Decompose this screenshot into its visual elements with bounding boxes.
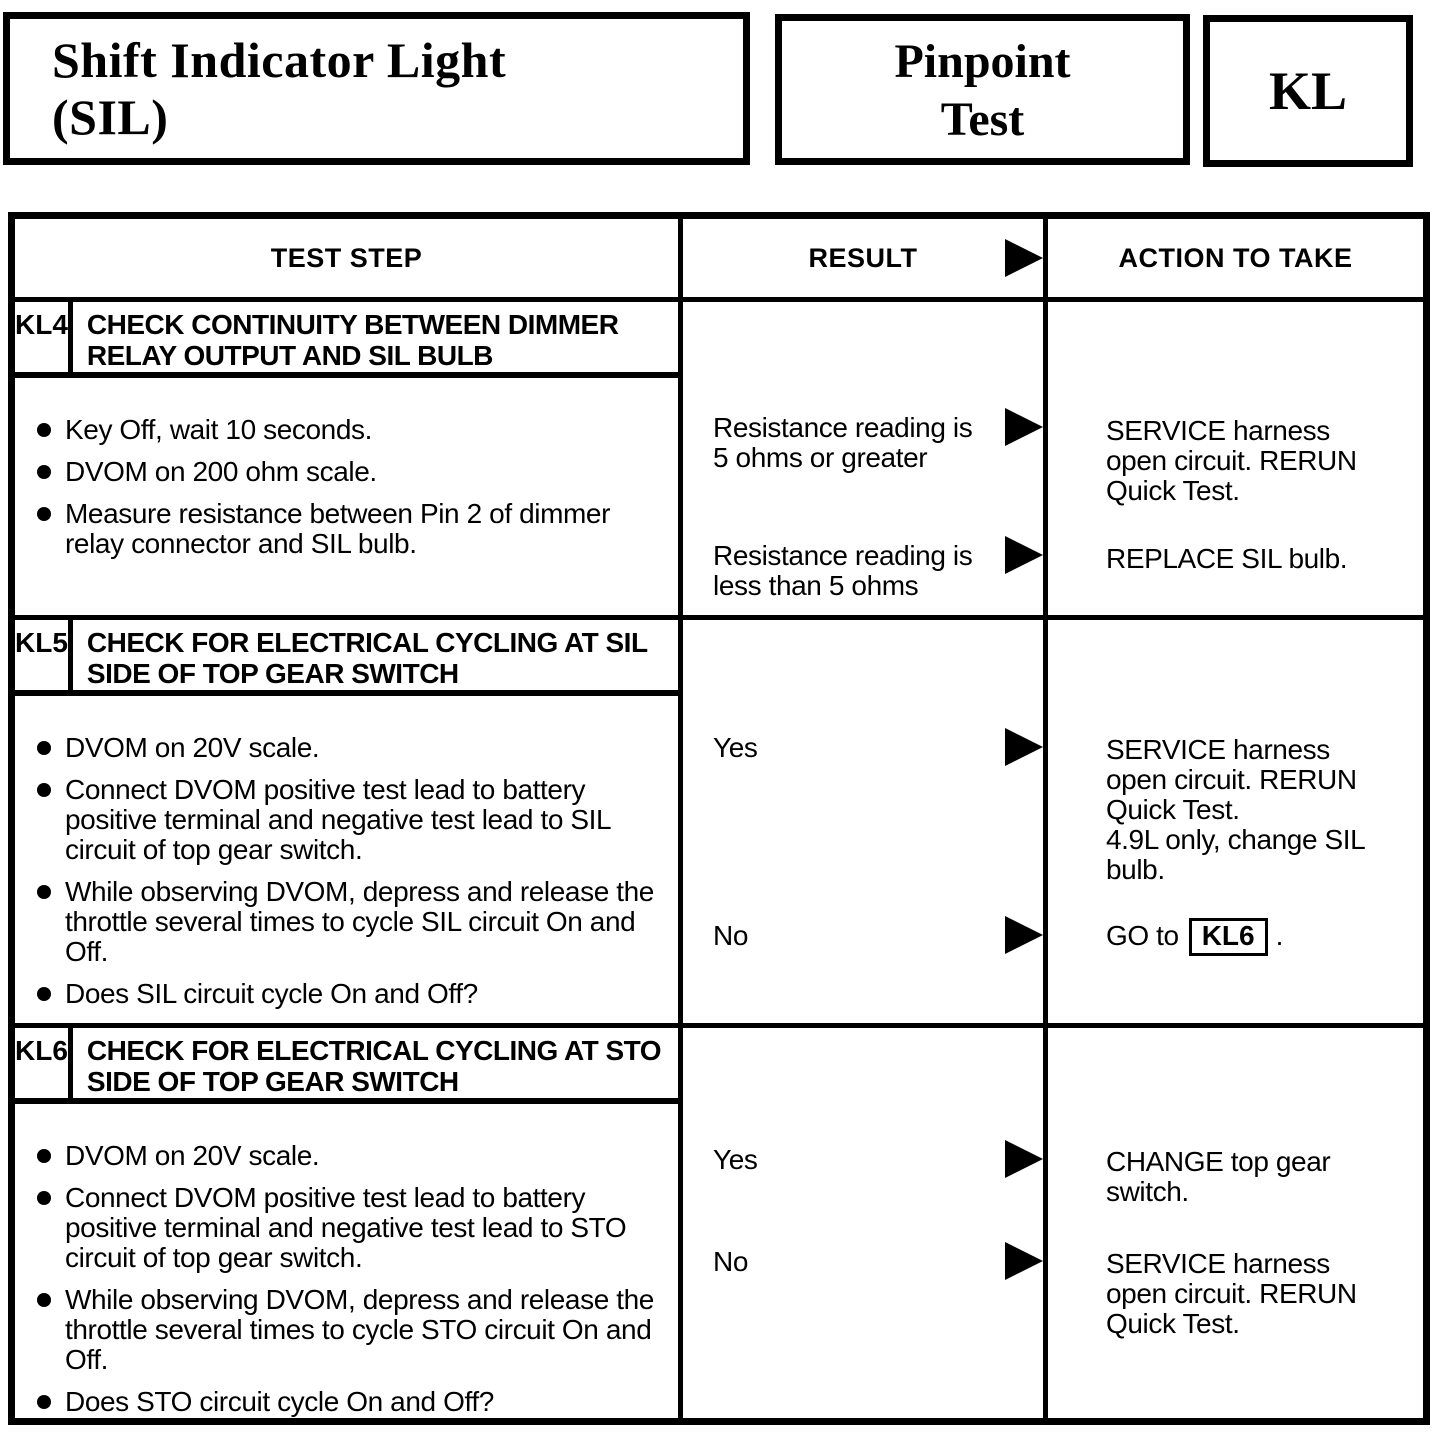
action-entry	[1048, 735, 1423, 885]
result-entry	[683, 413, 1043, 473]
result-text: No	[713, 1246, 748, 1277]
step-item: DVOM on 20V scale.	[15, 1141, 678, 1171]
result-arrow-icon	[1005, 536, 1043, 574]
pinpoint-label-line-2: Test	[940, 93, 1025, 146]
test-step-cell-kl5	[15, 620, 683, 1023]
step-list	[15, 415, 678, 559]
section-kl5	[15, 620, 1423, 1028]
pinpoint-test-table	[8, 212, 1430, 1425]
step-title-bar	[15, 302, 678, 378]
action-entry	[1048, 1147, 1423, 1207]
section-kl6	[15, 1028, 1423, 1418]
result-entry	[683, 1145, 1043, 1175]
result-arrow-icon	[1005, 1140, 1043, 1178]
result-text: Yes	[713, 732, 758, 763]
test-code-label: KL	[1268, 61, 1348, 121]
result-arrow-icon	[1005, 408, 1043, 446]
action-text: .	[1275, 920, 1283, 951]
result-cell-kl5	[683, 620, 1048, 1023]
step-item: Does STO circuit cycle On and Off?	[15, 1387, 678, 1417]
step-list	[15, 1141, 678, 1417]
step-title-bar	[15, 1028, 678, 1104]
action-text: CHANGE top gear switch.	[1106, 1146, 1331, 1207]
action-cell-kl6	[1048, 1028, 1423, 1418]
action-text: GO to	[1106, 920, 1179, 951]
step-item: DVOM on 200 ohm scale.	[15, 457, 678, 487]
pinpoint-label-line-1: Pinpoint	[894, 35, 1071, 88]
page-title-line-1: Shift Indicator Light	[52, 32, 507, 88]
step-title: CHECK CONTINUITY BETWEEN DIMMER RELAY OUTPUT AND SIL BULB	[86, 309, 619, 371]
result-cell-kl4	[683, 302, 1048, 615]
column-header-result	[683, 219, 1048, 297]
section-kl4	[15, 302, 1423, 620]
action-text: SERVICE harness open circuit. RERUN Quick Test.	[1106, 415, 1357, 506]
test-step-cell-kl4	[15, 302, 683, 615]
step-item: While observing DVOM, depress and release the throttle several times to cycle SIL circuit On and Off.	[15, 877, 678, 967]
step-item: Measure resistance between Pin 2 of dimmer relay connector and SIL bulb.	[15, 499, 678, 559]
step-title: CHECK FOR ELECTRICAL CYCLING AT SIL SIDE OF TOP GEAR SWITCH	[86, 627, 648, 689]
result-cell-kl6	[683, 1028, 1048, 1418]
pinpoint-test-box	[775, 14, 1190, 165]
result-text: Resistance reading is 5 ohms or greater	[713, 412, 973, 473]
goto-reference-box: KL6	[1189, 918, 1268, 956]
result-arrow-icon	[1005, 239, 1043, 277]
table-header-row	[15, 219, 1423, 302]
step-item: Key Off, wait 10 seconds.	[15, 415, 678, 445]
step-id-badge: KL4	[15, 302, 73, 372]
step-item: Connect DVOM positive test lead to battery positive terminal and negative test lead to SIL circuit of top gear switch.	[15, 775, 678, 865]
step-item: Connect DVOM positive test lead to battery positive terminal and negative test lead to STO circuit of top gear switch.	[15, 1183, 678, 1273]
step-title-bar	[15, 620, 678, 696]
action-text: SERVICE harness open circuit. RERUN Quick Test.	[1106, 1248, 1357, 1339]
action-entry	[1048, 544, 1423, 574]
test-step-cell-kl6	[15, 1028, 683, 1418]
step-id-badge: KL5	[15, 620, 73, 690]
result-entry	[683, 733, 1043, 763]
result-entry	[683, 541, 1043, 601]
action-cell-kl5	[1048, 620, 1423, 1023]
column-header-test-step: TEST STEP	[15, 219, 683, 297]
page-title-line-2: (SIL)	[52, 89, 169, 145]
result-text: Resistance reading is less than 5 ohms	[713, 540, 973, 601]
test-code-box	[1203, 15, 1413, 167]
action-text: SERVICE harness open circuit. RERUN Quick Test.	[1106, 734, 1357, 825]
result-text: No	[713, 920, 748, 951]
action-text: REPLACE SIL bulb.	[1106, 543, 1348, 574]
action-text: 4.9L only, change SIL bulb.	[1106, 824, 1365, 885]
action-entry	[1048, 918, 1423, 956]
result-text: Yes	[713, 1144, 758, 1175]
column-header-action: ACTION TO TAKE	[1118, 242, 1353, 273]
step-title: CHECK FOR ELECTRICAL CYCLING AT STO SIDE OF TOP GEAR SWITCH	[86, 1035, 662, 1097]
result-entry	[683, 1247, 1043, 1277]
column-header-result-label: RESULT	[808, 242, 918, 273]
page-title-box	[3, 12, 750, 165]
step-item: While observing DVOM, depress and release the throttle several times to cycle STO circuit On and Off.	[15, 1285, 678, 1375]
action-entry	[1048, 1249, 1423, 1339]
action-entry	[1048, 416, 1423, 506]
step-id-badge: KL6	[15, 1028, 73, 1098]
result-entry	[683, 921, 1043, 951]
step-list	[15, 733, 678, 1009]
action-cell-kl4	[1048, 302, 1423, 615]
result-arrow-icon	[1005, 728, 1043, 766]
result-arrow-icon	[1005, 1242, 1043, 1280]
result-arrow-icon	[1005, 916, 1043, 954]
step-item: Does SIL circuit cycle On and Off?	[15, 979, 678, 1009]
step-item: DVOM on 20V scale.	[15, 733, 678, 763]
